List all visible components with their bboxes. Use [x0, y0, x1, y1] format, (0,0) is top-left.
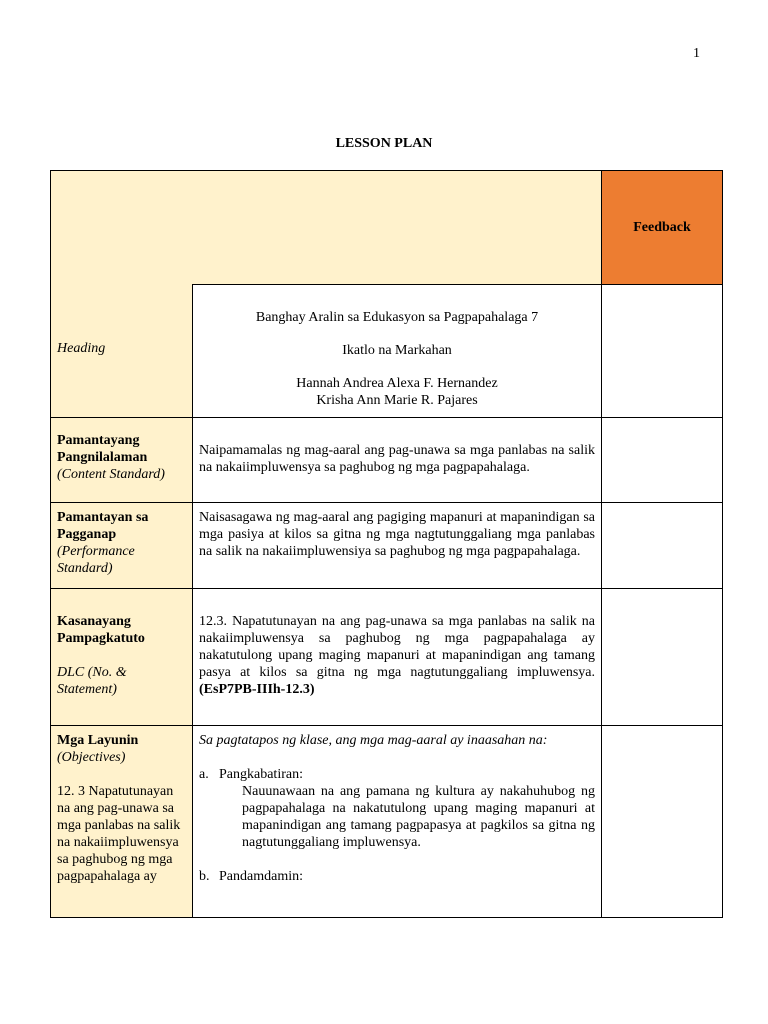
performance-standard-label: Pamantayan sa Pagganap — [57, 510, 149, 542]
objective-item — [199, 868, 595, 885]
content-standard-text: Naipamamalas ng mag-aaral ang pag-unawa sa mga panlabas na salik na nakaiimpluwensya sa paghubog ng mga pagpapahalaga. — [199, 443, 595, 475]
competency-text-cell — [193, 589, 602, 726]
performance-standard-row — [51, 503, 723, 589]
content-standard-text-cell — [193, 418, 602, 503]
content-standard-label-cell — [51, 418, 193, 503]
heading-line1: Banghay Aralin sa Edukasyon sa Pagpapahalaga 7 — [255, 310, 539, 325]
feedback-cell-competency — [602, 589, 723, 726]
feedback-cell-objectives — [602, 726, 723, 918]
header-row — [51, 171, 723, 285]
author-1: Hannah Andrea Alexa F. Hernandez — [296, 376, 498, 391]
feedback-cell-performance-standard — [602, 503, 723, 589]
objectives-sublabel: (Objectives) — [57, 750, 126, 765]
competency-text-block — [193, 589, 601, 704]
document-title: LESSON PLAN — [335, 136, 433, 151]
objective-item — [199, 766, 595, 783]
competency-text: 12.3. Napatutunayan na ang pag-unawa sa mga panlabas na salik na nakaiimpluwensya sa paghubog ng mga pagpapahalaga ay nakatutulong upang maging mapanuri at mapanindigan ang tamang pasya at kilos sa gitna ng mga nagtutunggaliang impluwensya. — [199, 614, 595, 680]
performance-standard-label-cell — [51, 503, 193, 589]
page-number: 1 — [693, 46, 700, 61]
heading-line2: Ikatlo na Markahan — [342, 343, 452, 358]
author-2: Krisha Ann Marie R. Pajares — [316, 393, 478, 408]
competency-sublabel: DLC (No. & Statement) — [57, 665, 127, 697]
objectives-row — [51, 726, 723, 918]
objective-body: Nauunawaan na ang pamana ng kultura ay nakahuhubog ng pagpapahalaga na nakatutulong upang maging mapanuri at mapanindigan ang tamang pagpapasya at pagkilos sa gitna ng nagtutunggaliang impluwensya. — [242, 784, 595, 850]
objectives-text-cell — [193, 726, 602, 918]
competency-code: (EsP7PB-IIIh-12.3) — [199, 682, 315, 697]
feedback-header: Feedback — [602, 171, 723, 285]
content-standard-sublabel: (Content Standard) — [57, 467, 165, 482]
objectives-label: Mga Layunin — [57, 733, 139, 748]
feedback-cell-heading — [602, 285, 723, 418]
objective-title: Pandamdamin: — [219, 869, 303, 884]
objective-letter: b. — [199, 869, 210, 884]
objectives-label-cell — [51, 726, 193, 918]
feedback-cell-content-standard — [602, 418, 723, 503]
heading-row — [51, 285, 723, 418]
heading-label-cell — [51, 285, 193, 418]
objectives-intro: Sa pagtatapos ng klase, ang mga mag-aaral ay inaasahan na: — [199, 733, 548, 748]
lesson-plan-table — [50, 170, 723, 918]
competency-label: Kasanayang Pampagkatuto — [57, 614, 145, 646]
objective-letter: a. — [199, 767, 209, 782]
competency-row — [51, 589, 723, 726]
header-blank-cell — [51, 171, 602, 285]
competency-label-cell — [51, 589, 193, 726]
heading-content-cell — [193, 285, 602, 418]
content-standard-label: Pamantayang Pangnilalaman — [57, 433, 148, 465]
performance-standard-sublabel: (Performance Standard) — [57, 544, 135, 576]
objectives-label-detail: 12. 3 Napatutunayan na ang pag-unawa sa mga panlabas na salik na nakaiimpluwensya sa paghubog ng mga pagpapahalaga ay — [57, 784, 181, 884]
objective-title: Pangkabatiran: — [219, 767, 303, 782]
content-standard-row — [51, 418, 723, 503]
performance-standard-text: Naisasagawa ng mag-aaral ang pagiging mapanuri at mapanindigan sa mga pasiya at kilos sa gitna ng mga nagtutunggaliang mga panlabas na salik na nakaiimpluwensiya sa paghubog ng mga pagpapahalaga. — [199, 510, 595, 559]
heading-label: Heading — [57, 341, 106, 357]
performance-standard-text-cell — [193, 503, 602, 589]
